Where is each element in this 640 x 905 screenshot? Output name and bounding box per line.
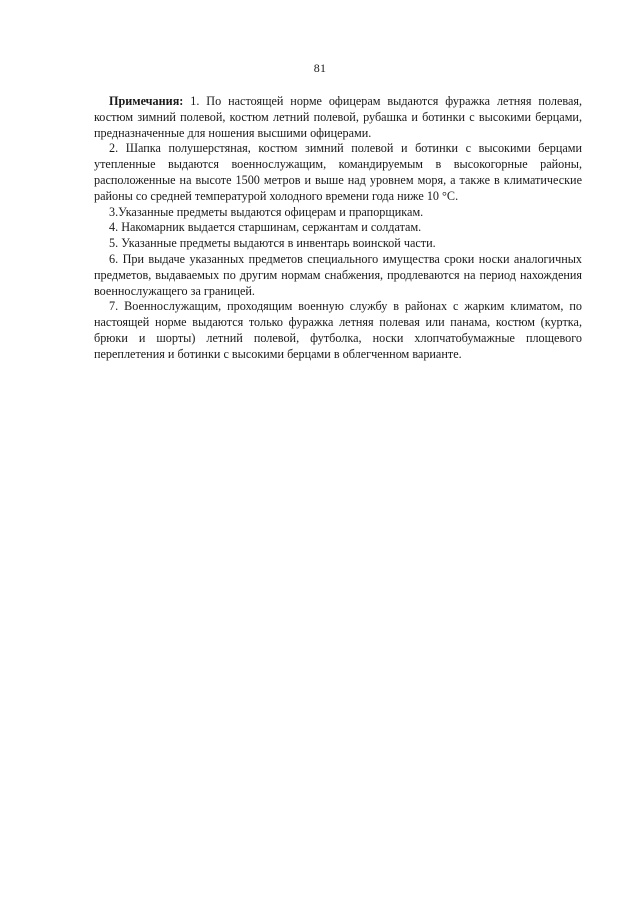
notes-heading: Примечания:: [109, 94, 184, 108]
note-text-1: 1. По настоящей норме офицерам выдаются фуражка летняя полевая, костюм зимний полевой, костюм летний полевой, рубашка и ботинки с высокими берцами, предназначенные для ношения высшими офицерами.: [94, 94, 583, 140]
note-item-6: 6. При выдаче указанных предметов специального имущества сроки носки аналогичных предметов, выдаваемых по другим нормам снабжения, продлеваются на период нахождения военнослужащего за границей.: [94, 251, 582, 298]
note-item-3: 3.Указанные предметы выдаются офицерам и прапорщикам.: [109, 204, 424, 219]
note-item-5: 5. Указанные предметы выдаются в инвентарь воинской части.: [109, 236, 436, 251]
note-item-2: 2. Шапка полушерстяная, костюм зимний полевой и ботинки с высокими берцами утепленные выдаются военнослужащим, командируемым в высокогорные районы, расположенные на высоте 1500 метров и выше над уровнем моря, а также в климатические районы со средней температурой холодного времени года ниже 10 °С.: [94, 141, 582, 203]
notes-section: [94, 94, 582, 363]
note-item-1: [94, 94, 582, 141]
note-item-4: 4. Накомарник выдается старшинам, сержантам и солдатам.: [109, 220, 422, 235]
note-item-7: 7. Военнослужащим, проходящим военную службу в районах с жарким климатом, по настоящей норме выдаются только фуражка летняя полевая или панама, костюм (куртка, брюки и шорты) летний полевой, футболка, носки хлопчатобумажные площевого переплетения и ботинки с высокими берцами в облегченном варианте.: [94, 299, 582, 361]
page-number: 81: [313, 61, 327, 75]
